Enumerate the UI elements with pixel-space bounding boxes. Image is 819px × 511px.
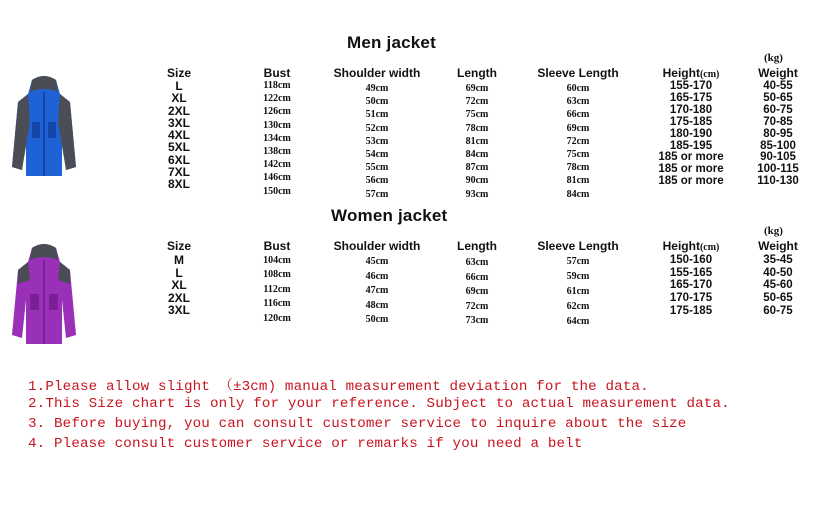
women-shoulder-header: Shoulder width — [333, 239, 421, 253]
women-height-cell: 165-170 — [669, 279, 713, 292]
women-length-cell: 69cm — [465, 286, 489, 298]
women-size-cell: XL — [171, 278, 187, 293]
men-length-column — [447, 66, 507, 201]
men-sleeve-cell: 60cm — [566, 83, 590, 94]
men-size-cell: 6XL — [167, 152, 190, 167]
men-size-cell: 8XL — [167, 177, 190, 192]
women-bust-column — [247, 239, 307, 326]
note-3: 3. Before buying, you can consult customer service to inquire about the size — [28, 416, 687, 432]
men-shoulder-cell: 50cm — [365, 96, 389, 108]
men-height-cell: 180-190 — [669, 127, 713, 140]
men-sleeve-cell: 75cm — [566, 149, 590, 161]
women-bust-cell: 112cm — [263, 283, 291, 295]
women-weight-cell: 60-75 — [763, 304, 793, 317]
women-weight-cell: 45-60 — [763, 279, 793, 292]
men-sleeve-cell: 66cm — [566, 109, 590, 121]
men-weight-cell: 50-65 — [763, 91, 793, 104]
note-4: 4. Please consult customer service or remarks if you need a belt — [28, 436, 583, 452]
men-weight-cell: 60-75 — [763, 103, 793, 116]
men-sleeve-cell: 78cm — [566, 162, 590, 174]
men-length-cell: 84cm — [465, 149, 489, 161]
women-height-cell: 155-165 — [669, 266, 713, 279]
men-height-column — [648, 66, 734, 188]
men-weight-column — [745, 66, 811, 188]
men-bust-cell: 142cm — [263, 159, 291, 171]
men-sleeve-cell: 72cm — [566, 135, 590, 147]
men-bust-cell: 122cm — [263, 93, 291, 105]
men-shoulder-column — [322, 66, 432, 201]
men-bust-cell: 146cm — [263, 172, 291, 184]
men-height-cell: 155-170 — [669, 80, 713, 92]
men-height-cell: 165-175 — [669, 91, 713, 104]
men-size-cell: 4XL — [167, 128, 190, 143]
women-weight-cell: 35-45 — [763, 254, 793, 266]
women-sleeve-cell: 57cm — [566, 256, 590, 267]
men-height-cell: 175-185 — [669, 115, 713, 128]
men-size-cell: 5XL — [167, 140, 190, 155]
men-kg-label: (kg) — [764, 52, 783, 64]
men-height-cell: 185-195 — [669, 139, 713, 152]
men-weight-cell: 100-115 — [757, 163, 799, 176]
men-jacket-title: Men jacket — [347, 33, 436, 52]
women-height-cell: 175-185 — [669, 304, 713, 317]
women-weight-column — [745, 239, 811, 318]
women-length-header: Length — [457, 239, 497, 253]
men-weight-cell: 90-105 — [760, 151, 796, 164]
women-sleeve-cell: 62cm — [566, 301, 590, 312]
men-weight-cell: 40-55 — [763, 80, 793, 92]
men-size-cell: 3XL — [167, 115, 190, 130]
women-weight-header: Weight — [758, 239, 798, 253]
men-weight-cell: 80-95 — [763, 127, 793, 140]
men-shoulder-cell: 56cm — [365, 175, 389, 187]
men-shoulder-cell: 54cm — [365, 149, 389, 161]
women-bust-cell: 120cm — [263, 312, 291, 324]
note-2: 2.This Size chart is only for your reference. Subject to actual measurement data. — [28, 396, 730, 412]
men-size-cell: XL — [171, 91, 187, 106]
women-bust-cell: 108cm — [263, 269, 291, 281]
women-length-cell: 66cm — [465, 271, 489, 283]
women-sleeve-column — [528, 239, 628, 329]
men-sleeve-cell: 69cm — [566, 122, 590, 134]
women-sleeve-cell: 59cm — [566, 271, 590, 282]
women-size-header: Size — [166, 239, 191, 253]
men-sleeve-cell: 81cm — [566, 175, 590, 187]
women-jacket-image — [10, 240, 78, 350]
men-bust-cell: 130cm — [263, 119, 291, 131]
women-shoulder-cell: 46cm — [365, 270, 389, 282]
women-bust-header: Bust — [263, 239, 291, 253]
men-shoulder-cell: 52cm — [365, 122, 389, 134]
men-height-cell: 185 or more — [658, 175, 724, 188]
men-weight-header: Weight — [758, 66, 798, 80]
women-weight-cell: 40-50 — [763, 266, 793, 279]
women-shoulder-cell: 48cm — [365, 299, 389, 311]
men-size-cell: 2XL — [167, 103, 190, 118]
note-1: 1.Please allow slight （±3cm) manual measurement deviation for the data. — [28, 379, 649, 395]
men-bust-header: Bust — [263, 66, 291, 80]
men-shoulder-cell: 55cm — [365, 162, 389, 174]
men-bust-cell: 150cm — [263, 185, 291, 197]
men-bust-cell: 138cm — [263, 146, 291, 158]
women-size-cell: M — [174, 253, 184, 267]
women-shoulder-cell: 50cm — [365, 314, 389, 326]
men-weight-cell: 85-100 — [760, 139, 796, 152]
women-sleeve-cell: 61cm — [566, 286, 590, 297]
women-length-cell: 63cm — [465, 257, 489, 268]
men-height-cell: 185 or more — [658, 151, 724, 164]
men-size-cell: L — [175, 79, 183, 93]
men-sleeve-cell: 63cm — [566, 96, 590, 108]
men-length-header: Length — [457, 66, 497, 80]
women-length-cell: 73cm — [465, 315, 489, 327]
men-jacket-image — [10, 72, 78, 182]
men-length-cell: 78cm — [465, 122, 489, 134]
women-sleeve-cell: 64cm — [566, 316, 590, 327]
men-size-header: Size — [166, 66, 191, 80]
women-length-cell: 72cm — [465, 300, 489, 312]
men-length-cell: 75cm — [465, 109, 489, 121]
women-shoulder-cell: 45cm — [365, 256, 389, 267]
men-height-header: Height(cm) — [662, 66, 720, 80]
women-kg-label: (kg) — [764, 225, 783, 237]
women-length-column — [447, 239, 507, 329]
men-length-cell: 87cm — [465, 162, 489, 174]
men-bust-cell: 118cm — [263, 80, 291, 91]
men-bust-column — [247, 66, 307, 198]
men-length-cell: 90cm — [465, 175, 489, 187]
women-weight-cell: 50-65 — [763, 292, 793, 305]
men-length-cell: 69cm — [465, 83, 489, 94]
women-size-column — [157, 239, 201, 317]
men-length-cell: 72cm — [465, 96, 489, 108]
men-length-cell: 93cm — [465, 188, 489, 200]
women-height-cell: 170-175 — [669, 292, 713, 305]
women-bust-cell: 104cm — [263, 255, 291, 266]
men-length-cell: 81cm — [465, 135, 489, 147]
men-shoulder-cell: 57cm — [365, 188, 389, 200]
men-sleeve-cell: 84cm — [566, 188, 590, 200]
men-height-cell: 185 or more — [658, 163, 724, 176]
men-sleeve-header: Sleeve Length — [537, 66, 619, 80]
men-weight-cell: 70-85 — [763, 115, 793, 128]
women-bust-cell: 116cm — [263, 298, 291, 310]
women-size-cell: L — [175, 265, 183, 280]
men-shoulder-cell: 53cm — [365, 135, 389, 147]
women-height-header: Height(cm) — [662, 239, 720, 253]
men-bust-cell: 134cm — [263, 132, 291, 144]
men-shoulder-cell: 49cm — [365, 83, 389, 94]
men-sleeve-column — [528, 66, 628, 201]
men-shoulder-cell: 51cm — [365, 109, 389, 121]
men-height-cell: 170-180 — [669, 103, 713, 116]
women-height-column — [648, 239, 734, 318]
women-size-cell: 2XL — [167, 290, 190, 305]
men-size-cell: 7XL — [167, 165, 190, 180]
women-shoulder-cell: 47cm — [365, 285, 389, 297]
women-size-cell: 3XL — [167, 303, 190, 318]
men-size-column — [157, 66, 201, 191]
men-bust-cell: 126cm — [263, 106, 291, 118]
men-shoulder-header: Shoulder width — [333, 66, 421, 80]
women-jacket-title: Women jacket — [331, 206, 448, 225]
women-sleeve-header: Sleeve Length — [537, 239, 619, 253]
women-height-cell: 150-160 — [669, 254, 713, 266]
men-weight-cell: 110-130 — [757, 175, 799, 188]
women-shoulder-column — [322, 239, 432, 328]
